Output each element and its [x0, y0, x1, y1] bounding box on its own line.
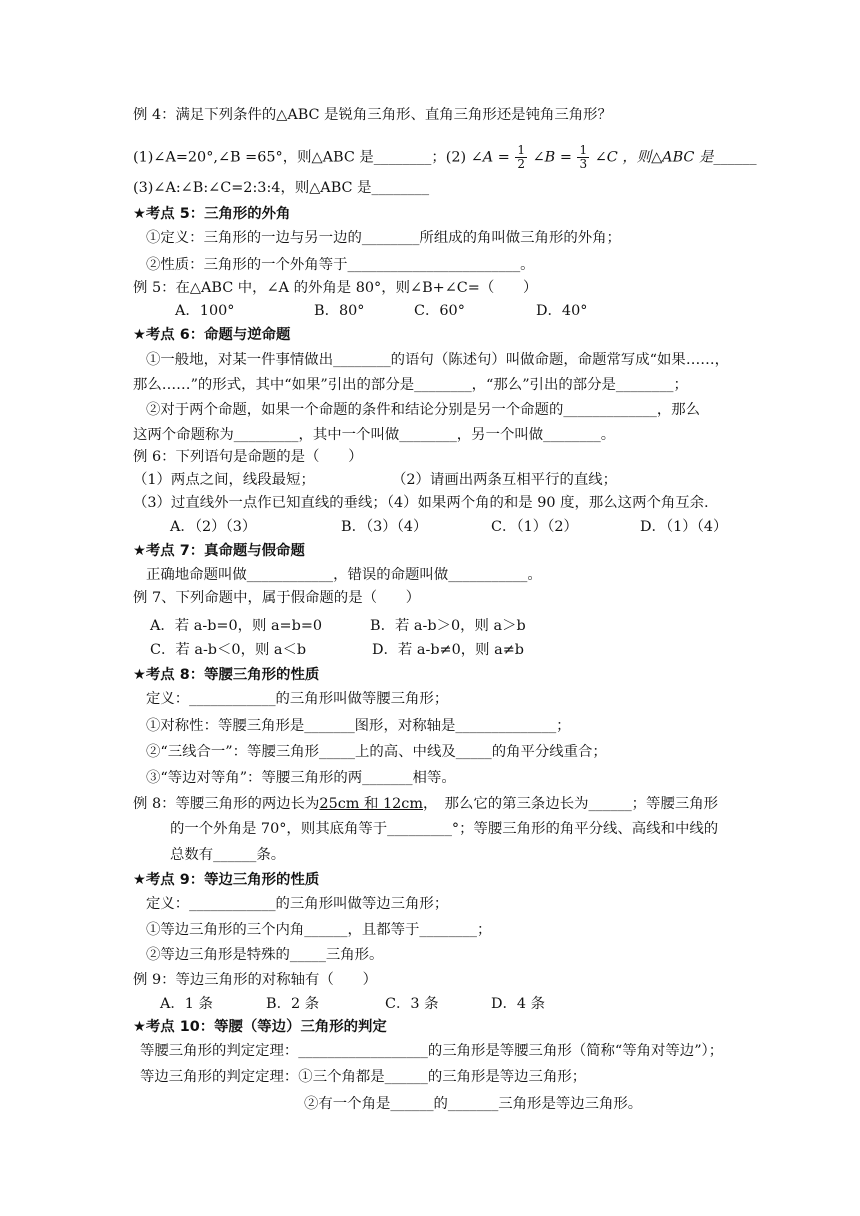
example-7-question: 例 7、下列命题中，属于假命题的是（ ） [133, 590, 421, 606]
section-heading-5: ★考点 5：三角形的外角 [133, 206, 291, 222]
statement-2: （2）请画出两条互相平行的直线； [392, 472, 618, 488]
equilateral-angles: ①等边三角形的三个内角______，且都等于________； [146, 922, 492, 938]
option-c: C．若 a-b＜0，则 a＜b [150, 642, 307, 658]
option-b: B．80° [314, 303, 365, 319]
example-4-question: 例 4：满足下列条件的△ABC 是锐角三角形、直角三角形还是钝角三角形？ [133, 107, 612, 123]
example-5-question: 例 5：在△ABC 中，∠A 的外角是 80°，则∠B+∠C=（ ） [133, 280, 538, 296]
option-b: B．若 a-b＞0，则 a＞b [370, 618, 526, 634]
option-d: D．40° [536, 303, 588, 319]
example-8-line-3: 总数有______条。 [170, 847, 286, 863]
true-false-proposition: 正确地命题叫做____________，错误的命题叫做___________。 [146, 567, 542, 583]
example-8-question: ， 那么它的第三条边长为______；等腰三角形 [423, 796, 719, 812]
fraction-numerator: 1 [517, 143, 526, 157]
inverse-proposition-cont: 这两个命题称为_________，其中一个叫做________，另一个叫做________。 [133, 427, 616, 443]
fraction-one-third [577, 144, 589, 171]
statement-1: （1）两点之间，线段最短； [133, 472, 315, 488]
option-c: C．（1）（2） [491, 519, 578, 535]
angle-a-expr: ∠A = [470, 149, 510, 166]
section-heading-10: ★考点 10：等腰（等边）三角形的判定 [133, 1019, 387, 1035]
example-6-question: 例 6：下列语句是命题的是（ ） [133, 449, 363, 465]
section-heading-7: ★考点 7：真命题与假命题 [133, 543, 305, 559]
example-4-part-1-2 [133, 144, 757, 171]
fraction-denominator: 3 [579, 157, 588, 171]
fraction-one-half [515, 144, 527, 171]
equilateral-definition: 定义：____________的三角形叫做等边三角形； [146, 896, 449, 912]
fraction-numerator: 1 [579, 143, 588, 157]
example-8-side-lengths: 25cm 和 12cm [319, 796, 423, 812]
section-heading-6: ★考点 6：命题与逆命题 [133, 327, 291, 343]
angle-b-expr: ∠B = [532, 149, 572, 166]
example-4-part-1-text: (1)∠A=20°,∠B =65°，则△ABC 是________；(2) [133, 149, 467, 166]
option-d: D．4 条 [491, 996, 546, 1012]
option-a: A．若 a-b=0，则 a=b=0 [150, 618, 323, 634]
option-a: A．（2）（3） [170, 519, 257, 535]
angle-c-expr: ∠C ，则△ABC 是______ [594, 149, 757, 166]
option-d: D．若 a-b≠0，则 a≠b [372, 642, 524, 658]
inverse-proposition: ②对于两个命题，如果一个命题的条件和结论分别是另一个命题的_____________，那么 [146, 402, 701, 418]
exterior-angle-property: ②性质：三角形的一个外角等于________________________。 [146, 257, 535, 273]
option-b: B．2 条 [266, 996, 320, 1012]
option-b: B．（3）（4） [341, 519, 428, 535]
option-d: D．（1）（4） [640, 519, 728, 535]
option-a: A．1 条 [160, 996, 213, 1012]
equilateral-criterion-2: ②有一个角是______的_______三角形是等边三角形。 [304, 1096, 643, 1112]
example-4-part-3: (3)∠A:∠B:∠C=2:3:4，则△ABC 是________ [133, 180, 430, 196]
option-a: A．100° [175, 303, 235, 319]
example-8-line-1 [133, 795, 718, 813]
isosceles-definition: 定义：____________的三角形叫做等腰三角形； [146, 691, 449, 707]
isosceles-equal-angles: ③“等边对等角”：等腰三角形的两_______相等。 [146, 770, 456, 786]
proposition-definition: ①一般地，对某一件事情做出________的语句（陈述句）叫做命题，命题常写成“如果……， [146, 352, 729, 368]
example-8-intro: 例 8：等腰三角形的两边长为 [133, 796, 320, 812]
option-c: C．60° [414, 303, 465, 319]
example-8-line-2: 的一个外角是 70°，则其底角等于_________°；等腰三角形的角平分线、高线和中线的 [170, 821, 719, 837]
option-c: C．3 条 [385, 996, 439, 1012]
statement-3-4: （3）过直线外一点作已知直线的垂线；（4）如果两个角的和是 90 度，那么这两个角互余. [133, 495, 709, 511]
exterior-angle-definition: ①定义：三角形的一边与另一边的________所组成的角叫做三角形的外角； [146, 230, 621, 246]
proposition-definition-cont: 那么……”的形式，其中“如果”引出的部分是________，“那么”引出的部分是________； [133, 377, 688, 393]
isosceles-criterion: 等腰三角形的判定定理：__________________的三角形是等腰三角形（简称“等角对等边”）； [140, 1043, 724, 1059]
fraction-denominator: 2 [517, 157, 526, 171]
equilateral-special: ②等边三角形是特殊的_____三角形。 [146, 947, 384, 963]
example-9-question: 例 9：等边三角形的对称轴有（ ） [133, 972, 377, 988]
isosceles-three-lines: ②“三线合一”：等腰三角形_____上的高、中线及_____的角平分线重合； [146, 744, 607, 760]
section-heading-8: ★考点 8：等腰三角形的性质 [133, 667, 320, 683]
section-heading-9: ★考点 9：等边三角形的性质 [133, 872, 320, 888]
equilateral-criterion-1: 等边三角形的判定定理：①三个角都是______的三角形是等边三角形； [140, 1069, 587, 1085]
isosceles-symmetry: ①对称性：等腰三角形是_______图形，对称轴是______________； [146, 718, 571, 734]
